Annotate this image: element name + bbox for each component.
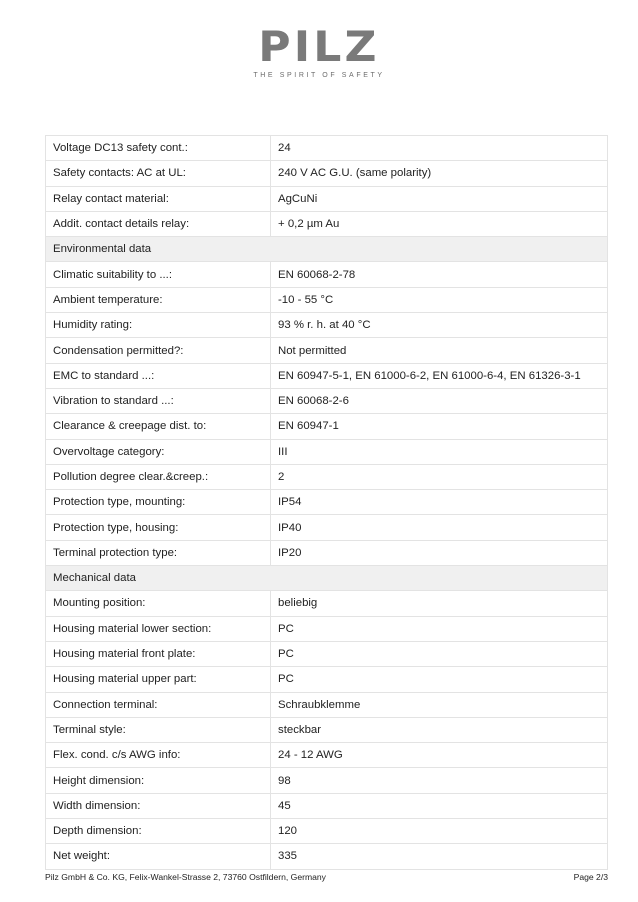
spec-value: 335 [271, 844, 608, 869]
spec-value: EN 60947-5-1, EN 61000-6-2, EN 61000-6-4, EN 61326-3-1 [271, 363, 608, 388]
spec-value: IP20 [271, 540, 608, 565]
table-row [46, 667, 608, 692]
spec-label: Condensation permitted?: [46, 338, 271, 363]
table-row [46, 136, 608, 161]
spec-value: EN 60947-1 [271, 414, 608, 439]
table-row [46, 338, 608, 363]
spec-label: Addit. contact details relay: [46, 211, 271, 236]
table-row [46, 515, 608, 540]
spec-label: Housing material upper part: [46, 667, 271, 692]
spec-value: Not permitted [271, 338, 608, 363]
page-number: Page 2/3 [573, 872, 608, 882]
spec-label: Mounting position: [46, 591, 271, 616]
spec-label: Protection type, housing: [46, 515, 271, 540]
table-row [46, 262, 608, 287]
spec-value: 98 [271, 768, 608, 793]
table-row [46, 186, 608, 211]
section-header-row [46, 237, 608, 262]
table-row [46, 819, 608, 844]
spec-value: steckbar [271, 717, 608, 742]
spec-label: Relay contact material: [46, 186, 271, 211]
table-row [46, 464, 608, 489]
spec-label: Climatic suitability to ...: [46, 262, 271, 287]
spec-value: 24 [271, 136, 608, 161]
table-row [46, 743, 608, 768]
spec-value: EN 60068-2-6 [271, 388, 608, 413]
section-title: Environmental data [46, 237, 608, 262]
table-row [46, 363, 608, 388]
spec-value: beliebig [271, 591, 608, 616]
spec-label: Humidity rating: [46, 313, 271, 338]
spec-value: + 0,2 µm Au [271, 211, 608, 236]
spec-value: PC [271, 641, 608, 666]
spec-label: Terminal style: [46, 717, 271, 742]
spec-value: EN 60068-2-78 [271, 262, 608, 287]
table-row [46, 490, 608, 515]
spec-value: IP54 [271, 490, 608, 515]
spec-label: Ambient temperature: [46, 287, 271, 312]
table-row [46, 793, 608, 818]
spec-label: Overvoltage category: [46, 439, 271, 464]
spec-label: Pollution degree clear.&creep.: [46, 464, 271, 489]
spec-value: PC [271, 667, 608, 692]
spec-value: 45 [271, 793, 608, 818]
spec-label: Housing material front plate: [46, 641, 271, 666]
spec-value: IP40 [271, 515, 608, 540]
spec-label: Terminal protection type: [46, 540, 271, 565]
table-row [46, 540, 608, 565]
section-title: Mechanical data [46, 566, 608, 591]
table-row [46, 844, 608, 869]
spec-value: PC [271, 616, 608, 641]
spec-table [45, 135, 608, 870]
logo-tagline: THE SPIRIT OF SAFETY [253, 72, 385, 79]
table-row [46, 161, 608, 186]
spec-value: 93 % r. h. at 40 °C [271, 313, 608, 338]
spec-label: Protection type, mounting: [46, 490, 271, 515]
spec-value: AgCuNi [271, 186, 608, 211]
spec-label: Vibration to standard ...: [46, 388, 271, 413]
table-row [46, 692, 608, 717]
spec-label: Depth dimension: [46, 819, 271, 844]
spec-label: Flex. cond. c/s AWG info: [46, 743, 271, 768]
spec-label: Width dimension: [46, 793, 271, 818]
spec-value: Schraubklemme [271, 692, 608, 717]
spec-value: 120 [271, 819, 608, 844]
spec-label: Voltage DC13 safety cont.: [46, 136, 271, 161]
spec-label: Clearance & creepage dist. to: [46, 414, 271, 439]
footer-address: Pilz GmbH & Co. KG, Felix-Wankel-Strasse 2, 73760 Ostfildern, Germany [45, 872, 326, 882]
table-row [46, 768, 608, 793]
table-row [46, 717, 608, 742]
spec-value: 240 V AC G.U. (same polarity) [271, 161, 608, 186]
spec-label: EMC to standard ...: [46, 363, 271, 388]
logo-wordmark: PILZ [258, 22, 380, 71]
table-row [46, 616, 608, 641]
table-row [46, 211, 608, 236]
table-row [46, 439, 608, 464]
spec-table-body [46, 136, 608, 870]
spec-value: III [271, 439, 608, 464]
spec-label: Height dimension: [46, 768, 271, 793]
table-row [46, 414, 608, 439]
spec-label: Connection terminal: [46, 692, 271, 717]
table-row [46, 287, 608, 312]
spec-value: -10 - 55 °C [271, 287, 608, 312]
table-row [46, 591, 608, 616]
spec-value: 2 [271, 464, 608, 489]
spec-label: Net weight: [46, 844, 271, 869]
table-row [46, 313, 608, 338]
table-row [46, 388, 608, 413]
section-header-row [46, 566, 608, 591]
table-row [46, 641, 608, 666]
spec-label: Safety contacts: AC at UL: [46, 161, 271, 186]
pilz-logo [0, 22, 638, 79]
spec-label: Housing material lower section: [46, 616, 271, 641]
spec-value: 24 - 12 AWG [271, 743, 608, 768]
